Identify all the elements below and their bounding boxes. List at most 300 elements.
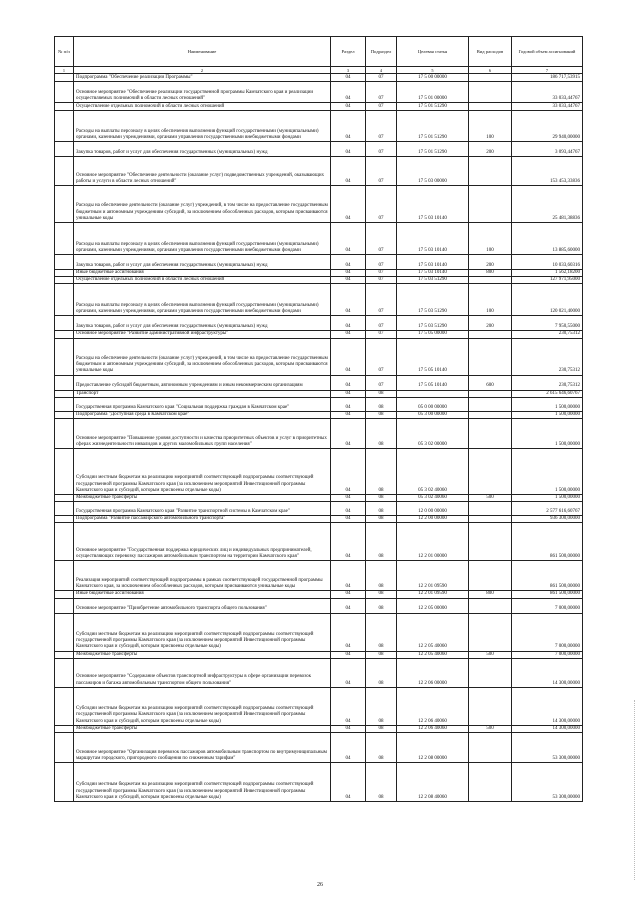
row-number [55, 725, 74, 732]
table-row [55, 561, 583, 591]
row-target-article: 12 2 05 00000 [397, 598, 469, 613]
row-razdel: 04 [331, 651, 366, 658]
table-row [55, 82, 583, 103]
row-amount: 53 300,00000 [512, 733, 583, 763]
row-name: Иные бюджетные ассигнования [74, 591, 331, 598]
row-razdel: 04 [331, 411, 366, 418]
row-amount: 861 500,00000 [512, 561, 583, 591]
row-podrazdel: 08 [366, 397, 397, 411]
row-name: Подпрограмма "Доступная среда в Камчатском крае" [74, 411, 331, 418]
row-amount: 861 500,00000 [512, 523, 583, 561]
table-row [55, 613, 583, 651]
header-expense-type: Вид расходов [469, 37, 512, 67]
row-expense-type [469, 186, 512, 223]
table-row [55, 658, 583, 687]
header-razdel: Раздел [331, 37, 366, 67]
row-name: Основное мероприятие "Организация перевозок пассажиров автомобильным транспортом по внутримуниципальным маршрутам городского, пригородного сообщения по сниженным тарифам" [74, 733, 331, 763]
row-amount: 153 453,33836 [512, 157, 583, 186]
row-amount: 1 500,00000 [512, 397, 583, 411]
row-expense-type: 800 [469, 591, 512, 598]
row-expense-type [469, 277, 512, 284]
row-target-article: 17 5 01 51290 [397, 103, 469, 111]
row-number [55, 598, 74, 613]
row-name: Субсидии местным бюджетам на реализацию мероприятий соответствующей подпрограммы соответствующей государственной программы Камчатского края (за исключением мероприятий Инвестиционной программы Камчатского края и субсидий, которым присвоены отдельные коды) [74, 613, 331, 651]
row-name: Закупка товаров, работ и услуг для обеспечения государственных (муниципальных) нужд [74, 316, 331, 331]
row-podrazdel: 07 [366, 331, 397, 338]
table-row [55, 390, 583, 397]
row-target-article: 12 2 06 40060 [397, 687, 469, 725]
table-row [55, 331, 583, 338]
row-razdel: 04 [331, 74, 366, 82]
column-number-row [55, 67, 583, 74]
row-target-article: 17 5 03 00000 [397, 157, 469, 186]
row-name: Основное мероприятие "Обеспечение реализации государственной программы Камчатского края и реализации осуществляемых полномочий в области лесных отношений" [74, 82, 331, 103]
row-number [55, 561, 74, 591]
row-podrazdel: 08 [366, 591, 397, 598]
row-number [55, 397, 74, 411]
row-razdel: 04 [331, 277, 366, 284]
row-podrazdel: 08 [366, 763, 397, 802]
row-razdel: 04 [331, 142, 366, 157]
row-target-article: 17 5 05 10140 [397, 338, 469, 375]
table-row [55, 411, 583, 418]
row-razdel: 04 [331, 733, 366, 763]
row-razdel: 04 [331, 390, 366, 397]
row-podrazdel: 08 [366, 502, 397, 516]
row-name: Осуществление отдельных полномочий в области лесных отношений [74, 103, 331, 111]
row-podrazdel: 07 [366, 284, 397, 316]
row-amount: 1 562,18200 [512, 270, 583, 277]
table-row [55, 516, 583, 523]
row-name: Расходы на выплаты персоналу в целях обеспечения выполнения функций государственными (муниципальными) органами, казенными учреждениями, органами управления государственными внебюджетными фондами [74, 223, 331, 255]
row-amount: 53 300,00000 [512, 763, 583, 802]
budget-table [54, 36, 583, 802]
row-amount: 33 033,44767 [512, 103, 583, 111]
row-name: Расходы на выплаты персоналу в целях обеспечения выполнения функций государственными (муниципальными) органами, казенными учреждениями, органами управления государственными внебюджетными фондами [74, 284, 331, 316]
row-target-article: 17 5 01 00000 [397, 82, 469, 103]
table-body [55, 74, 583, 802]
row-razdel: 04 [331, 502, 366, 516]
row-number [55, 157, 74, 186]
table-row [55, 186, 583, 223]
row-number [55, 449, 74, 495]
row-podrazdel: 08 [366, 725, 397, 732]
row-number [55, 613, 74, 651]
row-amount: 127 971,95000 [512, 277, 583, 284]
row-razdel: 04 [331, 82, 366, 103]
row-name: Основное мероприятие "Повышение уровня доступности и качества приоритетных объектов и услуг в приоритетных сферах жизнедеятельности инвалидов и других маломобильных групп населения" [74, 419, 331, 449]
row-target-article: 12 2 08 00000 [397, 733, 469, 763]
table-row [55, 502, 583, 516]
table-header-row [55, 37, 583, 67]
row-number [55, 186, 74, 223]
row-expense-type: 600 [469, 375, 512, 390]
row-expense-type: 200 [469, 255, 512, 270]
row-name: Закупка товаров, работ и услуг для обеспечения государственных (муниципальных) нужд [74, 255, 331, 270]
row-podrazdel: 08 [366, 613, 397, 651]
row-number [55, 277, 74, 284]
row-name: Государственная программа Камчатского края "Социальная поддержка граждан в Камчатском крае" [74, 397, 331, 411]
row-expense-type: 100 [469, 111, 512, 142]
row-razdel: 04 [331, 157, 366, 186]
row-name: Основное мероприятие "Государственная поддержка юридических лиц и индивидуальных предпринимателей, осуществляющих перевозку пассажиров автомобильным транспортом на территории Камчатского края" [74, 523, 331, 561]
row-expense-type [469, 613, 512, 651]
row-amount: 2 577 616,60767 [512, 502, 583, 516]
table-row [55, 523, 583, 561]
row-expense-type [469, 397, 512, 411]
row-amount: 29 940,00000 [512, 111, 583, 142]
row-target-article: 05 0 00 00000 [397, 397, 469, 411]
row-expense-type: 200 [469, 142, 512, 157]
column-number: 1 [55, 67, 74, 74]
row-target-article: 12 2 01 09590 [397, 591, 469, 598]
table-row [55, 111, 583, 142]
row-podrazdel: 07 [366, 375, 397, 390]
row-name: Основное мероприятие "Обеспечение деятельности (оказание услуг) подведомственных учреждений, оказывающих работы и услуги в области лесных отношений" [74, 157, 331, 186]
row-expense-type: 200 [469, 316, 512, 331]
row-podrazdel: 07 [366, 255, 397, 270]
row-amount: 7 000,00000 [512, 651, 583, 658]
row-number [55, 419, 74, 449]
table-row [55, 338, 583, 375]
row-name: Субсидии местным бюджетам на реализацию мероприятий соответствующей подпрограммы соответствующей государственной программы Камчатского края (за исключением мероприятий Инвестиционной программы Камчатского края и субсидий, которым присвоены отдельные коды) [74, 687, 331, 725]
row-expense-type: 500 [469, 725, 512, 732]
row-expense-type: 800 [469, 270, 512, 277]
table-row [55, 598, 583, 613]
row-target-article: 17 5 03 51290 [397, 284, 469, 316]
column-number: 3 [331, 67, 366, 74]
row-number [55, 687, 74, 725]
row-expense-type: 100 [469, 284, 512, 316]
row-razdel: 04 [331, 284, 366, 316]
row-razdel: 04 [331, 598, 366, 613]
row-number [55, 658, 74, 687]
row-razdel: 04 [331, 338, 366, 375]
row-amount: 861 500,00000 [512, 591, 583, 598]
row-podrazdel: 07 [366, 111, 397, 142]
row-podrazdel: 07 [366, 142, 397, 157]
row-expense-type [469, 733, 512, 763]
row-name: Межбюджетные трансферты [74, 495, 331, 502]
row-name: Транспорт [74, 390, 331, 397]
row-number [55, 375, 74, 390]
row-target-article: 12 2 05 40060 [397, 613, 469, 651]
row-amount: 25 481,38836 [512, 186, 583, 223]
row-target-article: 12 0 00 00000 [397, 502, 469, 516]
row-number [55, 733, 74, 763]
row-podrazdel: 08 [366, 449, 397, 495]
column-number: 2 [74, 67, 331, 74]
row-target-article: 12 2 01 09590 [397, 561, 469, 591]
row-expense-type [469, 561, 512, 591]
table-row [55, 375, 583, 390]
row-name: Государственная программа Камчатского края "Развитие транспортной системы в Камчатском крае" [74, 502, 331, 516]
row-podrazdel: 08 [366, 651, 397, 658]
row-name: Иные бюджетные ассигнования [74, 270, 331, 277]
row-name: Основное мероприятие "Содержание объектов транспортной инфраструктуры в сфере организации перевозок пассажиров и багажа автомобильным транспортом общего пользования" [74, 658, 331, 687]
row-razdel: 04 [331, 725, 366, 732]
table-row [55, 255, 583, 270]
row-razdel: 04 [331, 103, 366, 111]
row-number [55, 516, 74, 523]
row-expense-type [469, 419, 512, 449]
column-number: 6 [469, 67, 512, 74]
row-expense-type [469, 687, 512, 725]
row-name: Основное мероприятие "Приобретение автомобильного транспорта общего пользования" [74, 598, 331, 613]
table-row [55, 270, 583, 277]
row-podrazdel: 08 [366, 561, 397, 591]
row-amount: 7 950,55000 [512, 316, 583, 331]
table-row [55, 397, 583, 411]
row-name: Субсидии местным бюджетам на реализацию мероприятий соответствующей подпрограммы соответствующей государственной программы Камчатского края (за исключением мероприятий Инвестиционной программы Камчатского края и субсидий, которым присвоены отдельные коды) [74, 449, 331, 495]
row-expense-type: 500 [469, 495, 512, 502]
row-expense-type: 100 [469, 223, 512, 255]
row-razdel: 04 [331, 316, 366, 331]
row-amount: 33 033,44767 [512, 82, 583, 103]
row-razdel: 04 [331, 449, 366, 495]
row-podrazdel: 08 [366, 733, 397, 763]
row-podrazdel: 08 [366, 516, 397, 523]
header-podrazdel: Подраздел [366, 37, 397, 67]
row-target-article: 12 2 06 00000 [397, 658, 469, 687]
table-row [55, 157, 583, 186]
row-podrazdel: 07 [366, 157, 397, 186]
row-razdel: 04 [331, 331, 366, 338]
page-number: 26 [317, 882, 323, 888]
column-number: 4 [366, 67, 397, 74]
row-name: Межбюджетные трансферты [74, 651, 331, 658]
row-expense-type [469, 523, 512, 561]
row-target-article: 12 2 06 40060 [397, 725, 469, 732]
row-expense-type [469, 74, 512, 82]
scan-edge-mark [634, 700, 636, 880]
row-podrazdel: 07 [366, 316, 397, 331]
row-razdel: 04 [331, 111, 366, 142]
row-target-article: 05 3 02 40060 [397, 495, 469, 502]
row-amount: 120 021,40000 [512, 284, 583, 316]
row-amount: 13 885,60000 [512, 223, 583, 255]
row-amount: 936 300,00000 [512, 516, 583, 523]
row-number [55, 411, 74, 418]
row-number [55, 270, 74, 277]
row-podrazdel: 07 [366, 270, 397, 277]
table-row [55, 74, 583, 82]
row-amount: 3 093,44767 [512, 142, 583, 157]
row-podrazdel: 08 [366, 687, 397, 725]
row-expense-type [469, 598, 512, 613]
row-target-article: 12 2 01 00000 [397, 523, 469, 561]
row-target-article: 05 3 02 00000 [397, 419, 469, 449]
row-number [55, 390, 74, 397]
row-amount: 7 000,00000 [512, 613, 583, 651]
row-amount: 14 300,00000 [512, 725, 583, 732]
row-podrazdel: 07 [366, 74, 397, 82]
row-razdel: 04 [331, 561, 366, 591]
row-podrazdel: 08 [366, 390, 397, 397]
row-amount: 1 500,00000 [512, 419, 583, 449]
row-podrazdel: 07 [366, 338, 397, 375]
table-row [55, 651, 583, 658]
row-number [55, 331, 74, 338]
table-row [55, 763, 583, 802]
row-expense-type [469, 390, 512, 397]
row-name: Расходы на обеспечение деятельности (оказание услуг) учреждений, в том числе на предоставление государственным бюджетным и автономным учреждениям субсидий, за исключением обособленных расходов, которым присваиваются уникальные коды [74, 186, 331, 223]
row-amount: 1 500,00000 [512, 411, 583, 418]
row-name: Предоставление субсидий бюджетным, автономным учреждениям и иным некоммерческим организациям [74, 375, 331, 390]
row-podrazdel: 08 [366, 523, 397, 561]
row-target-article: 17 5 05 00000 [397, 331, 469, 338]
header-target-article: Целевая статья [397, 37, 469, 67]
row-podrazdel: 08 [366, 495, 397, 502]
row-podrazdel: 07 [366, 82, 397, 103]
row-expense-type [469, 331, 512, 338]
table-row [55, 223, 583, 255]
row-name: Расходы на обеспечение деятельности (оказание услуг) учреждений, в том числе на предоставление государственным бюджетным и автономным учреждениям субсидий, за исключением обособленных расходов, которым присваиваются уникальные коды [74, 338, 331, 375]
row-amount: 14 300,00000 [512, 687, 583, 725]
row-podrazdel: 07 [366, 186, 397, 223]
table-row [55, 284, 583, 316]
row-amount: 230,75312 [512, 338, 583, 375]
row-name: Субсидии местным бюджетам на реализацию мероприятий соответствующей подпрограммы соответствующей государственной программы Камчатского края (за исключением мероприятий Инвестиционной программы Камчатского края и субсидий, которым присвоены отдельные коды) [74, 763, 331, 802]
table-row [55, 449, 583, 495]
table-row [55, 142, 583, 157]
row-podrazdel: 08 [366, 411, 397, 418]
row-amount: 186 717,53915 [512, 74, 583, 82]
row-razdel: 04 [331, 495, 366, 502]
row-target-article: 05 3 00 00000 [397, 411, 469, 418]
row-amount: 14 300,00000 [512, 658, 583, 687]
row-name: Осуществление отдельных полномочий в области лесных отношений [74, 277, 331, 284]
row-number [55, 142, 74, 157]
row-podrazdel: 08 [366, 658, 397, 687]
row-name: Закупка товаров, работ и услуг для обеспечения государственных (муниципальных) нужд [74, 142, 331, 157]
row-target-article: 17 5 03 10140 [397, 186, 469, 223]
row-number [55, 223, 74, 255]
row-razdel: 04 [331, 763, 366, 802]
header-number: № п/п [55, 37, 74, 67]
row-number [55, 74, 74, 82]
row-expense-type [469, 338, 512, 375]
row-razdel: 04 [331, 186, 366, 223]
row-razdel: 04 [331, 591, 366, 598]
row-razdel: 04 [331, 658, 366, 687]
row-number [55, 523, 74, 561]
row-amount: 230,75312 [512, 331, 583, 338]
table-row [55, 316, 583, 331]
row-razdel: 04 [331, 613, 366, 651]
table-row [55, 591, 583, 598]
row-amount: 7 000,00000 [512, 598, 583, 613]
table-row [55, 277, 583, 284]
row-expense-type [469, 516, 512, 523]
row-target-article: 17 5 03 51290 [397, 277, 469, 284]
header-annual-amount: Годовой объем ассигнований [512, 37, 583, 67]
row-podrazdel: 07 [366, 277, 397, 284]
table-row [55, 495, 583, 502]
row-number [55, 82, 74, 103]
row-amount: 1 500,00000 [512, 449, 583, 495]
row-target-article [397, 390, 469, 397]
row-number [55, 591, 74, 598]
row-podrazdel: 07 [366, 223, 397, 255]
row-expense-type [469, 658, 512, 687]
row-target-article: 17 5 03 51290 [397, 316, 469, 331]
row-podrazdel: 08 [366, 419, 397, 449]
row-expense-type [469, 449, 512, 495]
row-name: Подпрограмма "Обеспечение реализации Программы" [74, 74, 331, 82]
row-razdel: 04 [331, 375, 366, 390]
row-razdel: 04 [331, 516, 366, 523]
row-expense-type: 500 [469, 651, 512, 658]
row-number [55, 763, 74, 802]
row-razdel: 04 [331, 523, 366, 561]
row-number [55, 103, 74, 111]
row-target-article: 12 2 08 40060 [397, 763, 469, 802]
header-name: Наименование [74, 37, 331, 67]
row-name: Подпрограмма "Развитие пассажирского автомобильного транспорта" [74, 516, 331, 523]
row-razdel: 04 [331, 687, 366, 725]
row-target-article: 17 5 03 10140 [397, 255, 469, 270]
row-target-article: 05 3 02 40060 [397, 449, 469, 495]
column-number: 7 [512, 67, 583, 74]
row-razdel: 04 [331, 223, 366, 255]
row-target-article: 17 5 01 51290 [397, 111, 469, 142]
row-razdel: 04 [331, 270, 366, 277]
row-target-article: 17 5 00 00000 [397, 74, 469, 82]
row-name: Основное мероприятие "Развитие административной инфраструктуры" [74, 331, 331, 338]
row-name: Межбюджетные трансферты [74, 725, 331, 732]
row-amount: 2 615 646,60767 [512, 390, 583, 397]
column-number: 5 [397, 67, 469, 74]
row-name: Реализация мероприятий соответствующей подпрограммы в рамках соответствующей государственной программы Камчатского края, за исключением обособленных расходов, которым присваиваются уникальные коды [74, 561, 331, 591]
table-row [55, 103, 583, 111]
row-target-article: 17 5 05 10140 [397, 375, 469, 390]
table-row [55, 725, 583, 732]
row-razdel: 04 [331, 255, 366, 270]
row-number [55, 502, 74, 516]
row-target-article: 12 2 00 00000 [397, 516, 469, 523]
row-razdel: 04 [331, 397, 366, 411]
row-amount: 10 033,60316 [512, 255, 583, 270]
row-expense-type [469, 157, 512, 186]
row-razdel: 04 [331, 419, 366, 449]
row-target-article: 17 5 03 10140 [397, 270, 469, 277]
row-number [55, 651, 74, 658]
row-number [55, 495, 74, 502]
row-number [55, 255, 74, 270]
row-target-article: 17 5 03 10140 [397, 223, 469, 255]
table-row [55, 687, 583, 725]
budget-table-page [54, 36, 582, 802]
row-expense-type [469, 763, 512, 802]
row-expense-type [469, 82, 512, 103]
row-number [55, 284, 74, 316]
row-expense-type [469, 103, 512, 111]
row-target-article: 12 2 05 40060 [397, 651, 469, 658]
row-podrazdel: 07 [366, 103, 397, 111]
table-row [55, 733, 583, 763]
row-number [55, 338, 74, 375]
row-number [55, 111, 74, 142]
row-expense-type [469, 502, 512, 516]
row-podrazdel: 08 [366, 598, 397, 613]
row-target-article: 17 5 01 51290 [397, 142, 469, 157]
row-name: Расходы на выплаты персоналу в целях обеспечения выполнения функций государственными (муниципальными) органами, казенными учреждениями, органами управления государственными внебюджетными фондами [74, 111, 331, 142]
row-number [55, 316, 74, 331]
row-amount: 230,75312 [512, 375, 583, 390]
table-row [55, 419, 583, 449]
row-amount: 1 500,00000 [512, 495, 583, 502]
